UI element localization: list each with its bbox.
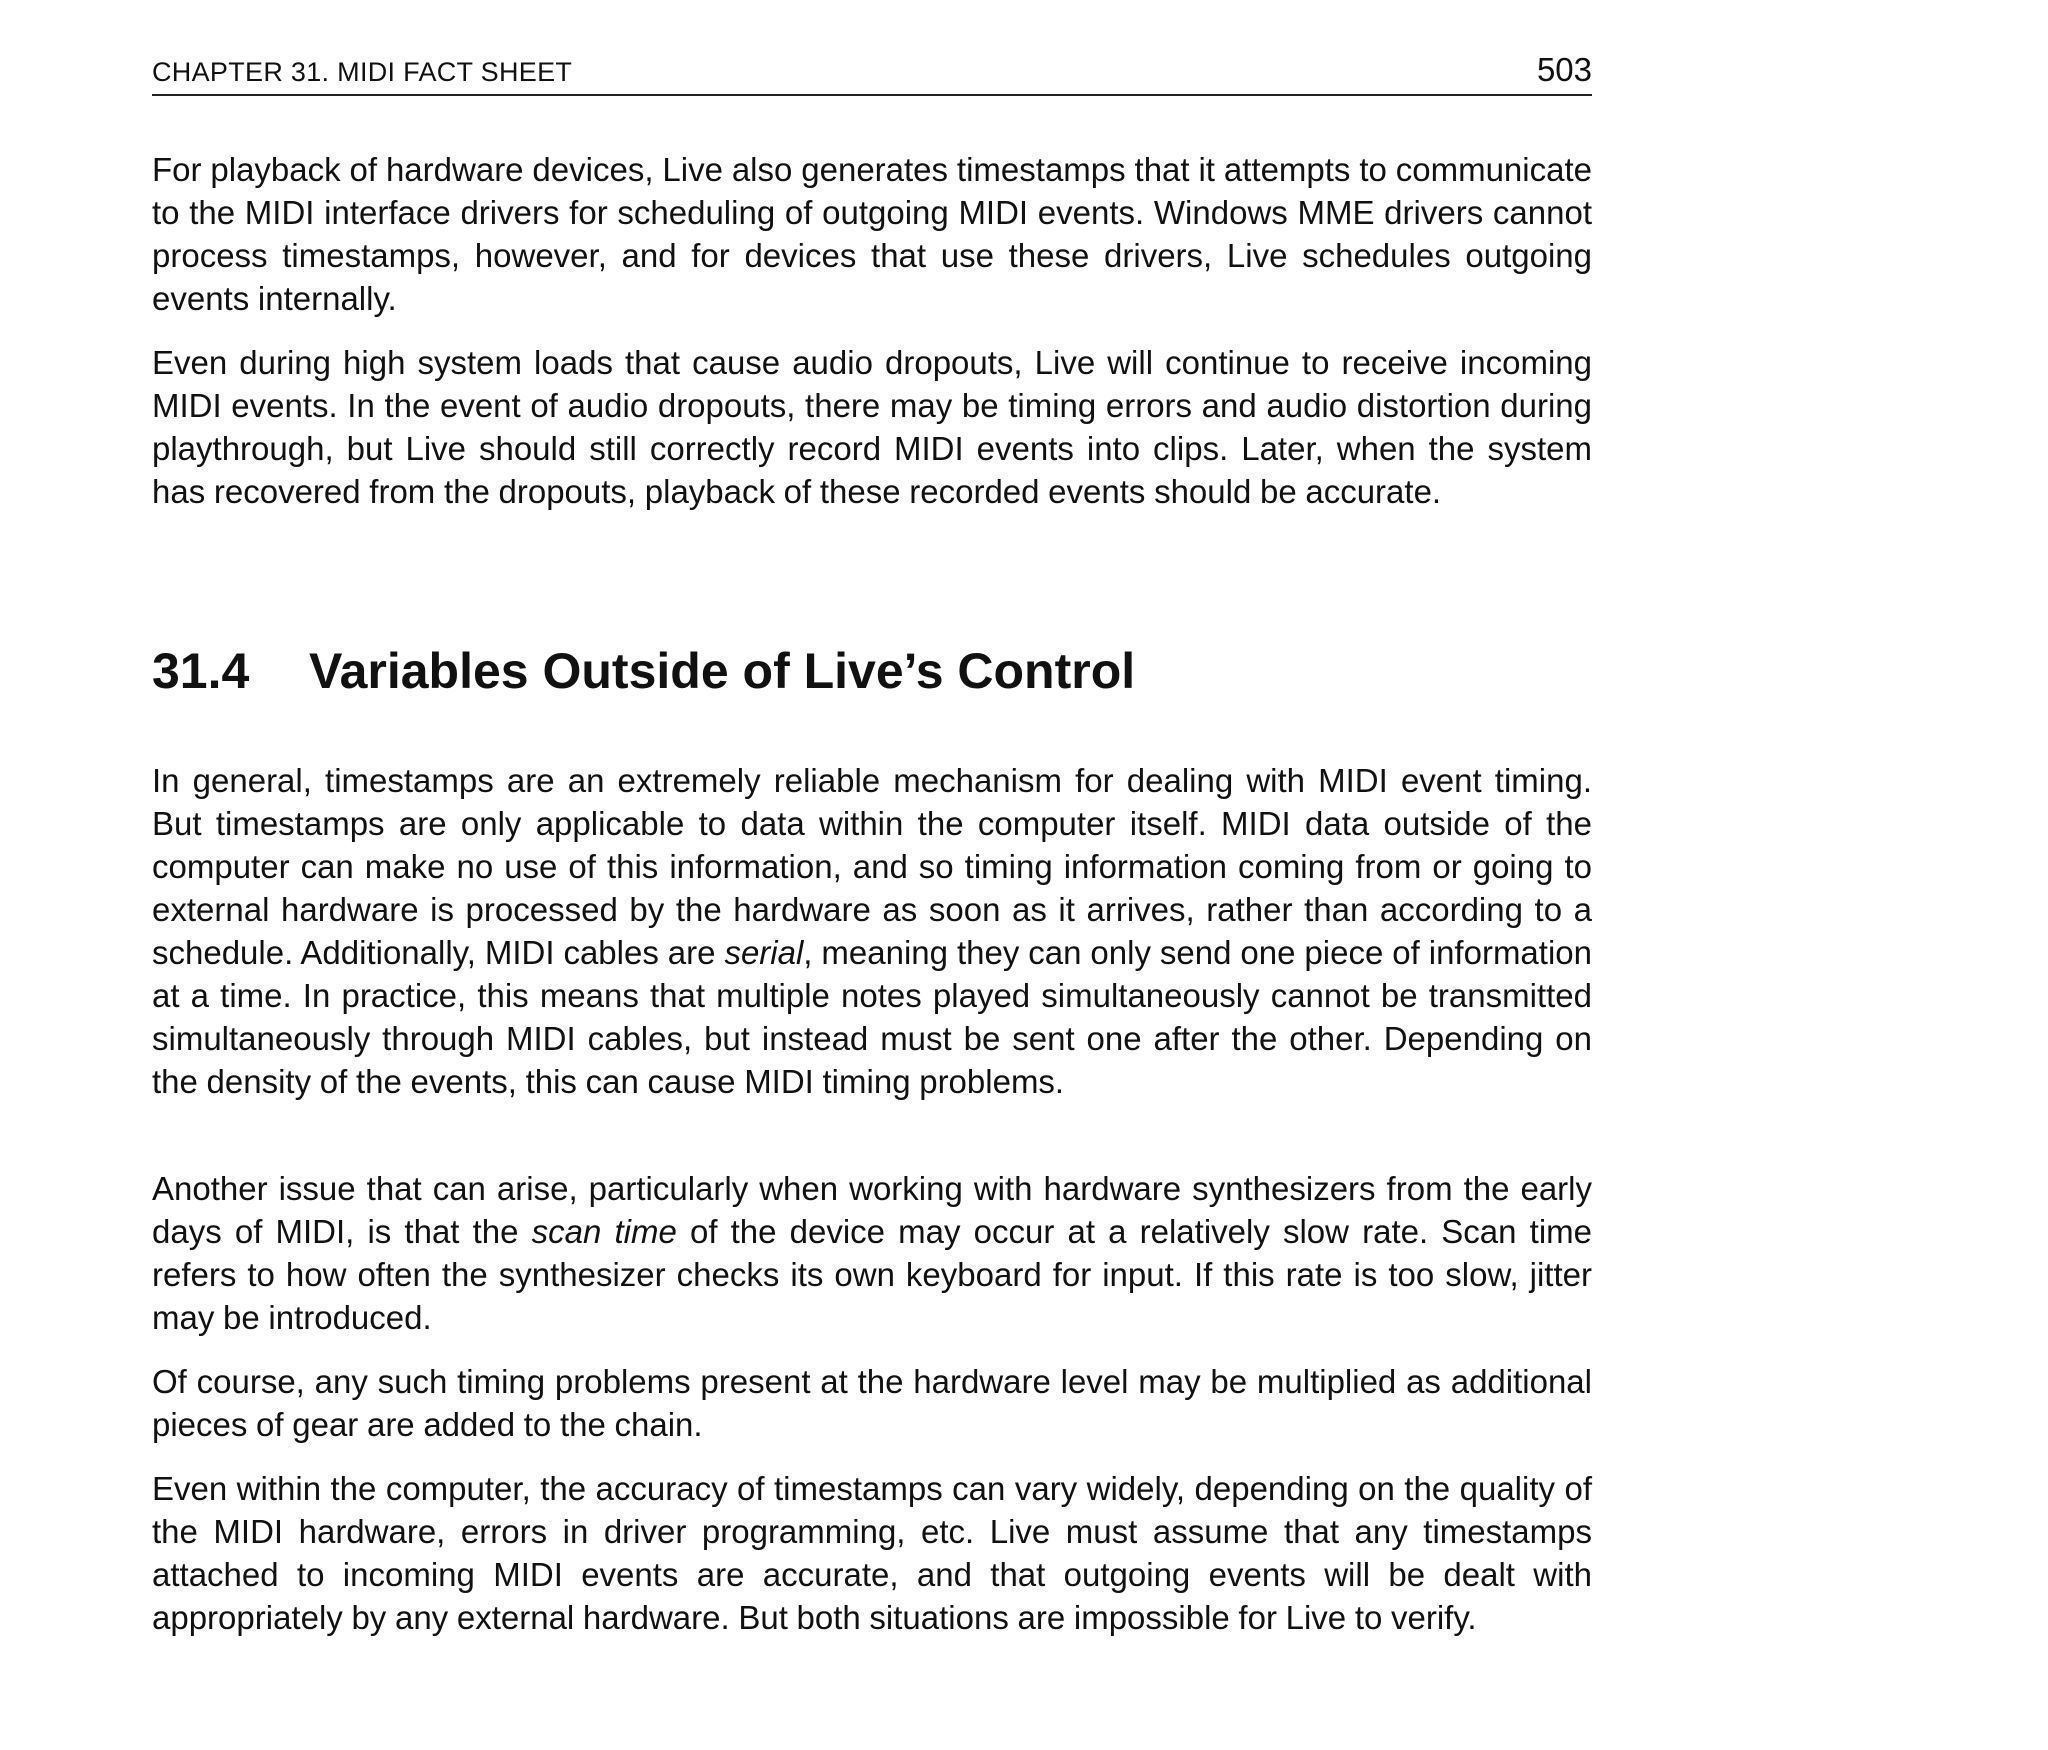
paragraph-text: In general, timestamps are an extremely reliable mechanism for dealing with MIDI event timing. But timestamps are only applicable to data within the computer itself. MIDI data outside of the computer can make no use of this information, and so timing information coming from or going to external hardware is processed by the hardware as soon as it arrives, rather than according to a schedule. Additionally, MIDI cables are [152, 762, 1592, 971]
section-number: 31.4 [152, 643, 250, 699]
paragraph-text: of the device may occur at a relatively slow rate. Scan time refers to how often the synthesizer checks its own keyboard for input. If this rate is too slow, jitter may be introduced. [152, 1213, 1592, 1336]
emphasis-scan-time: scan time [531, 1213, 677, 1250]
section-heading [152, 641, 1592, 701]
paragraph-timestamps-reliability [152, 759, 1592, 1103]
paragraph-hardware-chain: Of course, any such timing problems present at the hardware level may be multiplied as additional pieces of gear are added to the chain. [152, 1363, 1592, 1443]
paragraph-timestamps-drivers: For playback of hardware devices, Live also generates timestamps that it attempts to communicate to the MIDI interface drivers for scheduling of outgoing MIDI events. Windows MME drivers cannot process timestamps, however, and for devices that use these drivers, Live schedules outgoing events internally. [152, 151, 1592, 317]
paragraph-text: Another issue that can arise, particularly when working with hardware synthesizers from the early days of MIDI, is that the [152, 1170, 1592, 1250]
paragraph-timestamp-accuracy: Even within the computer, the accuracy of timestamps can vary widely, depending on the quality of the MIDI hardware, errors in driver programming, etc. Live must assume that any timestamps attached to incoming MIDI events are accurate, and that outgoing events will be dealt with appropriately by any external hardware. But both situations are impossible for Live to verify. [152, 1470, 1592, 1636]
running-header [152, 48, 1592, 96]
document-page [152, 0, 1592, 1750]
page-number: 503 [1536, 51, 1592, 88]
section-title: Variables Outside of Live’s Control [309, 643, 1136, 699]
paragraph-scan-time [152, 1167, 1592, 1339]
emphasis-serial: serial [724, 934, 804, 971]
paragraph-high-system-loads: Even during high system loads that cause audio dropouts, Live will continue to receive incoming MIDI events. In the event of audio dropouts, there may be timing errors and audio distortion during playthrough, but Live should still correctly record MIDI events into clips. Later, when the system has recovered from the dropouts, playback of these recorded events should be accurate. [152, 344, 1592, 510]
chapter-title: CHAPTER 31. MIDI FACT SHEET [152, 57, 573, 87]
paragraph-text: , meaning they can only send one piece of information at a time. In practice, this means that multiple notes played simultaneously cannot be transmitted simultaneously through MIDI cables, but instead must be sent one after the other. Depending on the density of the events, this can cause MIDI timing problems. [152, 934, 1592, 1100]
